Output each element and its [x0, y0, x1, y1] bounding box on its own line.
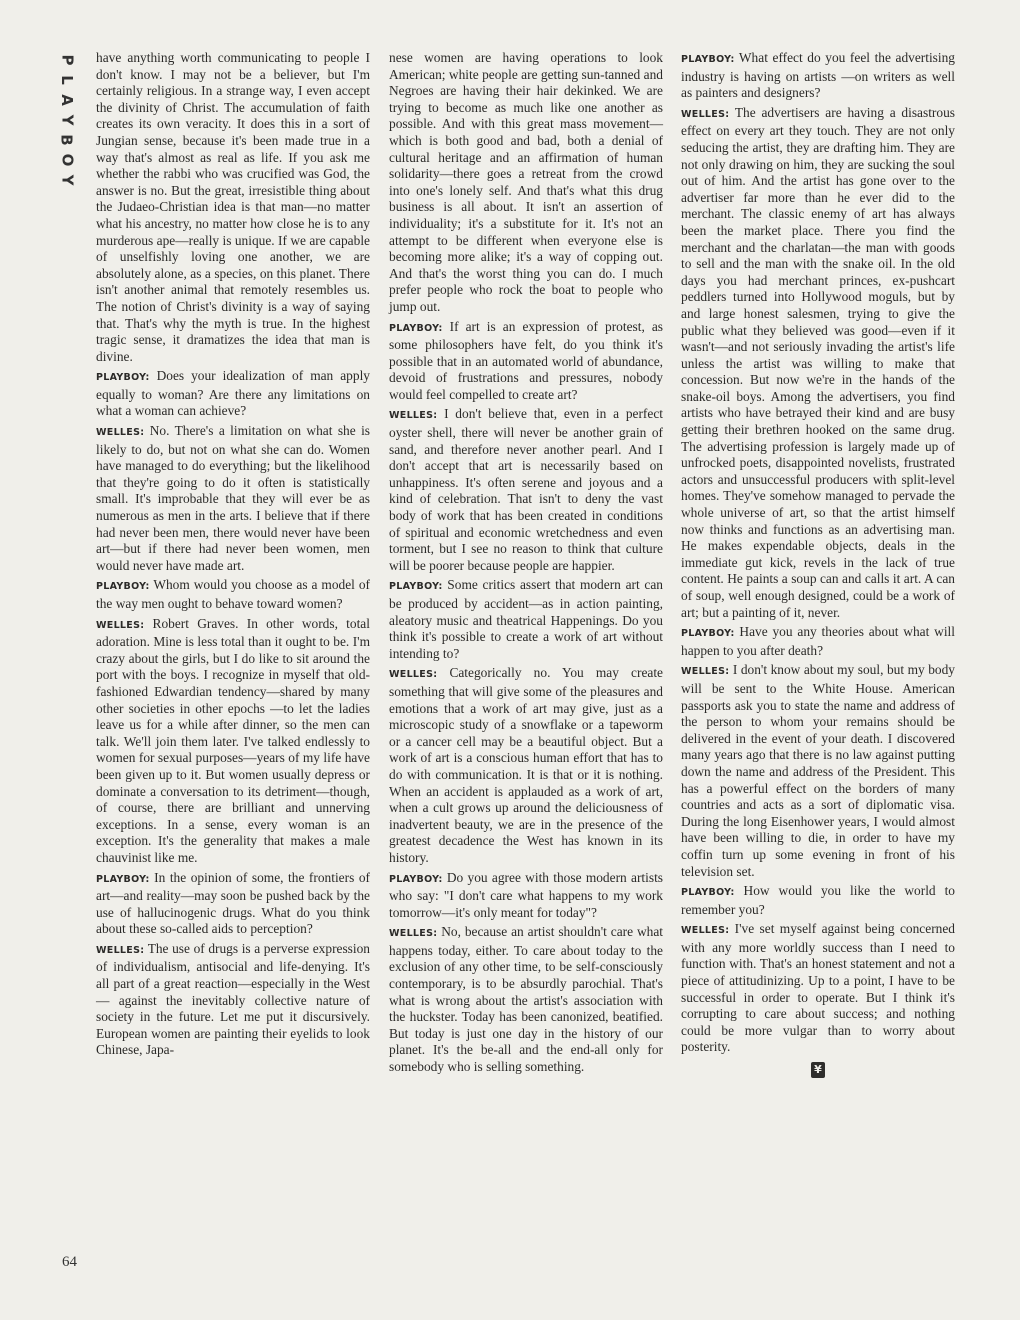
paragraph	[96, 50, 370, 365]
magazine-name-vertical	[56, 50, 78, 190]
magazine-letter: A	[57, 94, 76, 106]
paragraph	[681, 105, 955, 621]
speaker-label: PLAYBOY:	[96, 873, 150, 885]
paragraph	[96, 941, 370, 1059]
speaker-label: WELLES:	[389, 669, 438, 681]
paragraph	[681, 921, 955, 1056]
magazine-letter: O	[57, 153, 76, 167]
speaker-label: WELLES:	[389, 410, 438, 422]
paragraph-text: No, because an artist shouldn't care what happens today, either. To care about today to the exclusion of any other time, to be self-consciously contemporary, is to be absurdly parochial. That's what is wrong about the artist's association with the huckster. Today has been canonized, beatified. But today is just one day in the history of our planet. It's the be-all and the end-all only for somebody who is selling something.	[389, 924, 663, 1075]
speaker-label: WELLES:	[389, 928, 438, 940]
speaker-label: PLAYBOY:	[681, 887, 735, 899]
page-number: 64	[62, 1254, 77, 1270]
speaker-label: WELLES:	[681, 108, 730, 120]
paragraph-text: Do you agree with those modern artists who say: "I don't care what happens to my work tomorrow—it's only meant for today"?	[389, 869, 663, 920]
magazine-letter: Y	[58, 174, 76, 186]
paragraph-text: No. There's a limitation on what she is likely to do, but not on what she can do. Women have managed to do everything; but the likelihood that they're going to do it often is statistically small. It's improbable that they will ever be as numerous as men in the arts. I believe that if there had never been men, there would never have been art—but if there had never been women, men would never have made art.	[96, 423, 370, 573]
speaker-label: PLAYBOY:	[389, 581, 443, 593]
paragraph-text: have anything worth communicating to people I don't know. I may not be a believer, but I'm certainly religious. In a strange way, I even accept the divinity of Christ. The accumulation of faith creates its own veracity. It does this in a sort of Jungian sense, because it's been made true in a way that's almost as real as life. If you ask me whether the rabbi who was crucified was God, the answer is no. But the great, irresistible thing about the Judaeo-Christian idea is that man—no matter what his ancestry, no matter how close he is to any murderous ape—really is unique. If we are capable of unselfishly loving one another, we are absolutely alone, as a species, on this planet. There isn't another animal that remotely resembles us. The notion of Christ's divinity is a way of saying that. That's why the myth is true. In the highest tragic sense, it dramatizes the idea that man is divine.	[96, 50, 370, 364]
speaker-label: WELLES:	[96, 427, 145, 439]
paragraph	[389, 924, 663, 1075]
speaker-label: PLAYBOY:	[681, 54, 735, 65]
speaker-label: PLAYBOY:	[389, 873, 443, 885]
speaker-label: PLAYBOY:	[96, 581, 150, 593]
paragraph	[96, 368, 370, 420]
paragraph-text: Have you any theories about what will happen to you after death?	[681, 624, 955, 658]
paragraph-text: Some critics assert that modern art can be produced by accident—as in action painting, aleatory music and theatrical Happenings. Do you think it's possible to create a work of art without intending to?	[389, 577, 663, 661]
speaker-label: WELLES:	[681, 666, 730, 678]
speaker-label: WELLES:	[681, 925, 730, 937]
magazine-letter: L	[58, 75, 76, 85]
magazine-letter: B	[58, 134, 76, 146]
speaker-label: PLAYBOY:	[96, 372, 150, 384]
speaker-label: PLAYBOY:	[681, 628, 735, 640]
paragraph-text: nese women are having operations to look American; white people are getting sun-tanned and Negroes are having their hair dekinked. We are trying to become as much like one another as possible. And with this great mass movement— which is both good and bad, both a denial of cultural heritage and an affirmation of human solidarity—there goes a retreat from the crowd into one's lonely self. And that's what this drug business is all about. It isn't an assertion of individuality; it's a substitute for it. It's not an attempt to be different when everyone else is becoming more alike; it's a way of copping out. And that's the worst thing you can do. I much prefer people who rock the boat to people who jump out.	[389, 50, 663, 314]
paragraph-text: How would you like the world to remember you?	[681, 883, 955, 917]
paragraph	[681, 624, 955, 659]
paragraph	[389, 50, 663, 316]
paragraph-text: Does your idealization of man apply equally to woman? Are there any limitations on what a woman can achieve?	[96, 368, 370, 419]
paragraph	[389, 577, 663, 662]
paragraph	[96, 616, 370, 867]
paragraph-text: I've set myself against being concerned with any more worldly success than I need to function with. That's an honest statement and not a piece of attitudinizing. Up to a point, I have to be successful in order to operate. But I think it's corrupting to care about success; and nothing could be more vulgar than to worry about posterity.	[681, 921, 955, 1055]
paragraph	[96, 577, 370, 612]
paragraph-text: I don't believe that, even in a perfect oyster shell, there will never be another grain of sand, and therefore never another pearl. And I don't accept that art is necessarily based on unhappiness. It's often serene and joyous and a kind of celebration. That isn't to deny the vast body of work that has been created in conditions of spiritual and economic wretchedness and even torment, but I see no reason to think that culture will be poorer because people are happier.	[389, 406, 663, 573]
paragraph	[389, 319, 663, 404]
text-column-1	[96, 50, 370, 1062]
paragraph-text: In the opinion of some, the frontiers of art—and reality—may soon be pushed back by the use of hallucinogenic drugs. What do you think about these so-called aids to perception?	[96, 869, 370, 937]
paragraph-text: The advertisers are having a disastrous effect on every art they touch. They are not only seducing the artist, they are drafting him. They are not only drawing on him, they are sucking the soul out of him. And the artist has gone over to the advertiser far more than he ever did to the merchant. The classic enemy of art has always been the market place. There you find the merchant and the charlatan—the man with goods to sell and the man with the snake oil. In the old days you had merchant princes, ex-pushcart peddlers turned into Hollywood moguls, but by and large honest salesmen, trying to give the public what they believed was good—even if it wasn't—and not seriously invading the artist's life unless the artist was willing to make that concession. But now we're in the hands of the snake-oil boys. Among the advertisers, you find artists who have betrayed their kind and are busy getting their brethren hooked on the same drug. The advertising profession is largely made up of unfrocked poets, disappointed novelists, frustrated actors and unsuccessful producers with split-level homes. They've somehow managed to pervade the whole universe of art, so that the artist himself now thinks and functions as an advertising man. He makes expendable objects, deals in the immediate gut kick, revels in the lack of true content. He paints a soup can and calls it art. A can of soup, well enough designed, could be a work of art; but a painting of it, never.	[681, 104, 955, 620]
paragraph	[389, 665, 663, 866]
speaker-label: WELLES:	[96, 944, 145, 956]
paragraph-text: The use of drugs is a perverse expression of individualism, antisocial and life-denying. It's all part of a great reaction—especially in the West— against the inevitably collective nature of society in the future. Let me put it discursively. European women are painting their eyelids to look Chinese, Japa-	[96, 940, 370, 1058]
speaker-label: PLAYBOY:	[389, 322, 443, 334]
speaker-label: WELLES:	[96, 619, 145, 631]
paragraph	[389, 870, 663, 922]
paragraph-text: Categorically no. You may create something that will give some of the pleasures and emotions that a work of art may give, just as a microscopic study of a snowflake or a tapeworm or a cancer cell may be a beautiful object. But a work of art is a conscious human effort that has to do with communication. It is that or it is nothing. When an accident is applauded as a work of art, when a cult grows up around the deliciousness of inadvertent beauty, we are in the presence of the greatest decadence the West has known in its history.	[389, 665, 663, 865]
paragraph	[96, 423, 370, 574]
paragraph	[681, 50, 955, 102]
magazine-letter: Y	[58, 114, 76, 126]
paragraph	[681, 883, 955, 918]
text-column-3	[681, 50, 955, 1078]
paragraph-text: Whom would you choose as a model of the way men ought to behave toward women?	[96, 577, 370, 611]
paragraph-text: Robert Graves. In other words, total adoration. Mine is less total than it ought to be. I'm crazy about the girls, but I do like to sit around the port with the boys. I recognize in myself that old-fashioned Edwardian tendency—shared by many other societies in other epochs —to let the ladies leave us for a while after dinner, so the men can talk. We'll join them later. I've talked endlessly to women for sexual purposes—years of my life have been given up to it. But women usually depress or dominate a conversation to its detriment—though, of course, there are brilliant and unnerving exceptions. In a sense, every woman is an exception. It's the generality that makes a male chauvinist like me.	[96, 615, 370, 865]
paragraph-text: What effect do you feel the advertising industry is having on artists —on writers as well as painters and designers?	[681, 50, 955, 101]
text-column-2	[389, 50, 663, 1079]
paragraph-text: If art is an expression of protest, as some philosophers have felt, do you think it's possible that in an automated world of abundance, devoid of frustrations and pressures, nobody would feel compelled to create art?	[389, 318, 663, 402]
paragraph	[389, 406, 663, 574]
paragraph-text: I don't know about my soul, but my body will be sent to the White House. American passports ask you to state the name and address of the person to whom your remains should be delivered in the event of your death. I discovered many years ago that there is no law against putting down the name and address of the President. This has a powerful effect on the borders of many countries and acts as a sort of diplomatic visa. During the long Eisenhower years, I would almost have been willing to die, in order to have my coffin turn up some evening in front of his television set.	[681, 662, 955, 879]
paragraph	[96, 870, 370, 938]
magazine-letter: P	[58, 54, 76, 66]
end-mark-icon: ¥	[811, 1062, 825, 1078]
paragraph	[681, 662, 955, 880]
